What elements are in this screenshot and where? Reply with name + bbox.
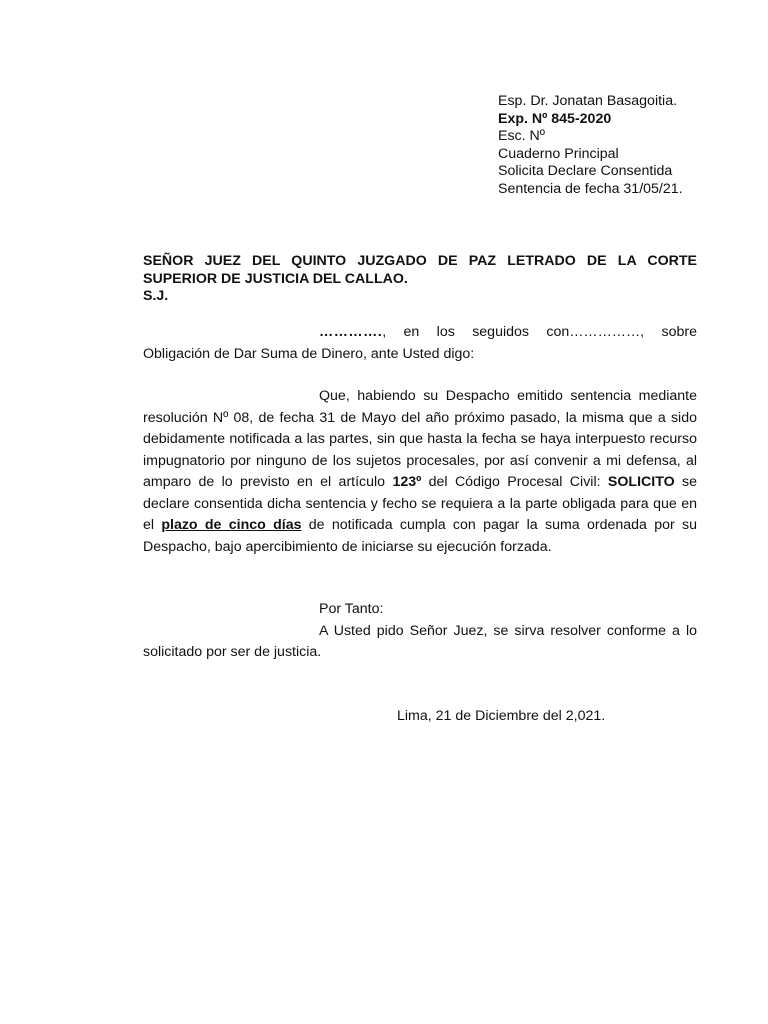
intro-text: , en los seguidos con……………, sobre Obligación de Dar Suma de Dinero, ante Usted digo: xyxy=(143,324,697,362)
solicito-keyword: SOLICITO xyxy=(607,474,675,490)
request-text-4: de notificada cumpla con pagar la suma ordenada por su Despacho, bajo apercibimiento de iniciarse su ejecución forzada. xyxy=(143,517,697,555)
case-header xyxy=(498,93,738,198)
addressee-block xyxy=(143,253,697,306)
addressee-line-1: SEÑOR JUEZ DEL QUINTO JUZGADO DE PAZ LETRADO DE LA CORTE xyxy=(143,253,697,269)
sentence-date-line: Sentencia de fecha 31/05/21. xyxy=(498,180,683,197)
file-number-line: Exp. Nº 845-2020 xyxy=(498,110,612,127)
name-placeholder: …………. xyxy=(319,324,383,340)
intro-paragraph xyxy=(143,322,697,365)
por-tanto-block xyxy=(143,599,697,664)
place-date-line: Lima, 21 de Diciembre del 2,021. xyxy=(397,708,606,724)
writ-number-line: Esc. Nº xyxy=(498,128,545,144)
article-number: 123º xyxy=(392,474,422,490)
specialist-line: Esp. Dr. Jonatan Basagoitia. xyxy=(498,93,678,109)
request-text-3: se declare consentida dicha sentencia y fecho se requiera a la parte obligada para que en el xyxy=(143,474,697,533)
por-tanto-text: A Usted pido Señor Juez, se sirva resolver conforme a lo solicitado por ser de justicia. xyxy=(143,622,697,660)
addressee-line-2: SUPERIOR DE JUSTICIA DEL CALLAO. xyxy=(143,270,408,287)
request-paragraph xyxy=(143,386,697,558)
addressee-line-3: S.J. xyxy=(143,288,169,304)
por-tanto-heading: Por Tanto: xyxy=(319,601,384,617)
request-text-2: del Código Procesal Civil: xyxy=(421,474,608,490)
deadline-phrase: plazo de cinco días xyxy=(161,517,302,533)
request-text-1: Que, habiendo su Despacho emitido sentencia mediante resolución Nº 08, de fecha 31 de Mayo del año próximo pasado, la misma que a sido debidamente notificada a las partes, sin que hasta la fecha se haya interpuesto recurso impugnatorio por ninguno de los sujetos procesales, por así convenir a mi defensa, al amparo de lo previsto en el artículo xyxy=(143,388,697,490)
notebook-line: Cuaderno Principal xyxy=(498,145,619,162)
request-line: Solicita Declare Consentida xyxy=(498,163,673,179)
